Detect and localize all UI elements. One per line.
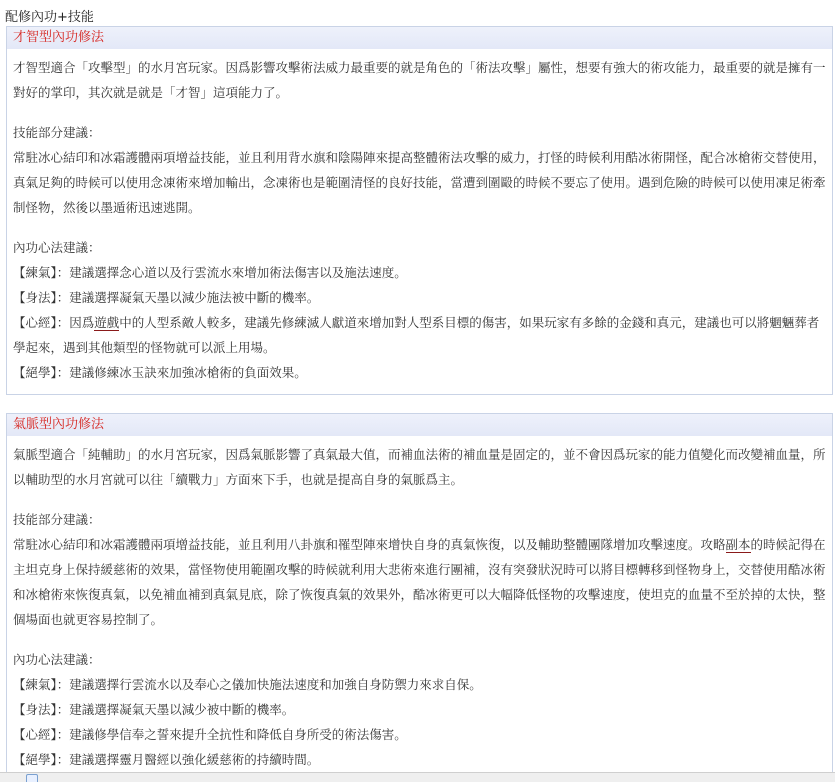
neigong-text: 中的人型系敵人較多，建議先修練滅人獻道來增加對人型系目標的傷害，如果玩家有多餘的金錢和真元，建議也可以將魍魎葬者學起來，遇到其他類型的怪物就可以派上用場。 (13, 315, 820, 355)
neigong-item (13, 310, 826, 360)
neigong-text: ：建議選擇凝氣天墨以減少施法被中斷的機率。 (56, 290, 320, 305)
neigong-label: 【練氣】 (13, 265, 57, 280)
skills-heading: 技能部分建議： (13, 125, 101, 140)
section-header: 才智型內功修法 (7, 27, 832, 49)
page-title: 配修內功+技能 (5, 10, 94, 25)
section-header: 氣脈型內功修法 (7, 414, 832, 436)
neigong-item (13, 672, 826, 697)
neigong-text: ：建議選擇行雲流水以及奉心之儀加快施法速度和加強自身防禦力來求自保。 (56, 677, 482, 692)
section-intellect (6, 26, 833, 395)
neigong-item (13, 260, 826, 285)
neigong-label: 【心經】 (13, 727, 57, 742)
neigong-heading: 內功心法建議： (13, 240, 101, 255)
neigong-item (13, 722, 826, 747)
neigong-heading: 內功心法建議： (13, 652, 101, 667)
keyword-link[interactable]: 副本 (725, 537, 751, 552)
neigong-label: 【絕學】 (13, 365, 57, 380)
neigong-label: 【身法】 (13, 702, 57, 717)
neigong-item (13, 697, 826, 722)
neigong-text: ：建議修學信奉之誓來提升全抗性和降低自身所受的術法傷害。 (56, 727, 407, 742)
neigong-label: 【練氣】 (13, 677, 57, 692)
neigong-text: ：因爲 (56, 315, 95, 330)
section-qimai (6, 413, 833, 778)
neigong-label: 【身法】 (13, 290, 57, 305)
skills-text: 常駐冰心結印和冰霜護體兩項增益技能，並且利用八卦旗和罹型陣來增快自身的真氣恢復，以及輔助整體團隊增加攻擊速度。攻略 (13, 537, 726, 552)
neigong-text: ：建議修練冰玉訣來加強冰槍術的負面效果。 (56, 365, 307, 380)
skills-paragraph: 常駐冰心結印和冰霜護體兩項增益技能，並且利用背水旗和陰陽陣來提高整體術法攻擊的威力，打怪的時候利用酷冰術開怪，配合冰槍術交替使用，真氣足夠的時候可以使用念凍術來增加輸出，念凍術也是範圍清怪的良好技能，當遭到圍毆的時候不要忘了使用。遇到危險的時候可以使用凍足術牽制怪物，然後以墨遁術迅速逃開。 (13, 150, 826, 215)
keyword-link[interactable]: 遊戲 (94, 315, 120, 330)
intro-paragraph: 氣脈型適合「純輔助」的水月宮玩家，因爲氣脈影響了真氣最大值，而補血法術的補血量是固定的，並不會因爲玩家的能力值變化而改變補血量，所以輔助型的水月宮就可以往「續戰力」方面來下手，也就是提高自身的氣脈爲主。 (13, 447, 826, 487)
skills-heading: 技能部分建議： (13, 512, 101, 527)
neigong-item (13, 747, 826, 772)
section-body (7, 49, 832, 385)
neigong-text: ：建議選擇靈月醫經以強化緩慈術的持續時間。 (56, 752, 320, 767)
neigong-item (13, 360, 826, 385)
neigong-label: 【絕學】 (13, 752, 57, 767)
neigong-text: ：建議選擇念心道以及行雲流水來增加術法傷害以及施法速度。 (56, 265, 407, 280)
neigong-text: ：建議選擇凝氣天墨以減少被中斷的機率。 (56, 702, 295, 717)
intro-paragraph: 才智型適合「攻擊型」的水月宮玩家。因爲影響攻擊術法威力最重要的就是角色的「術法攻擊」屬性，想要有強大的術攻能力，最重要的就是擁有一對好的掌印，其次就是就是「才智」這項能力了。 (13, 60, 826, 100)
neigong-label: 【心經】 (13, 315, 57, 330)
skills-paragraph (13, 532, 826, 632)
section-body (7, 436, 832, 772)
skills-text: 的時候記得在主坦克身上保持緩慈術的效果，當怪物使用範圍攻擊的時候就利用大悲術來進行團補，沒有突發狀況時可以將目標轉移到怪物身上，交替使用酷冰術和冰槍術來恢復真氣，以免補血補到真氣見底，除了恢復真氣的效果外，酷冰術更可以大幅降低怪物的攻擊速度，使坦克的血量不至於掉的太快，整個場面也就更容易控制了。 (13, 537, 826, 627)
neigong-item (13, 285, 826, 310)
